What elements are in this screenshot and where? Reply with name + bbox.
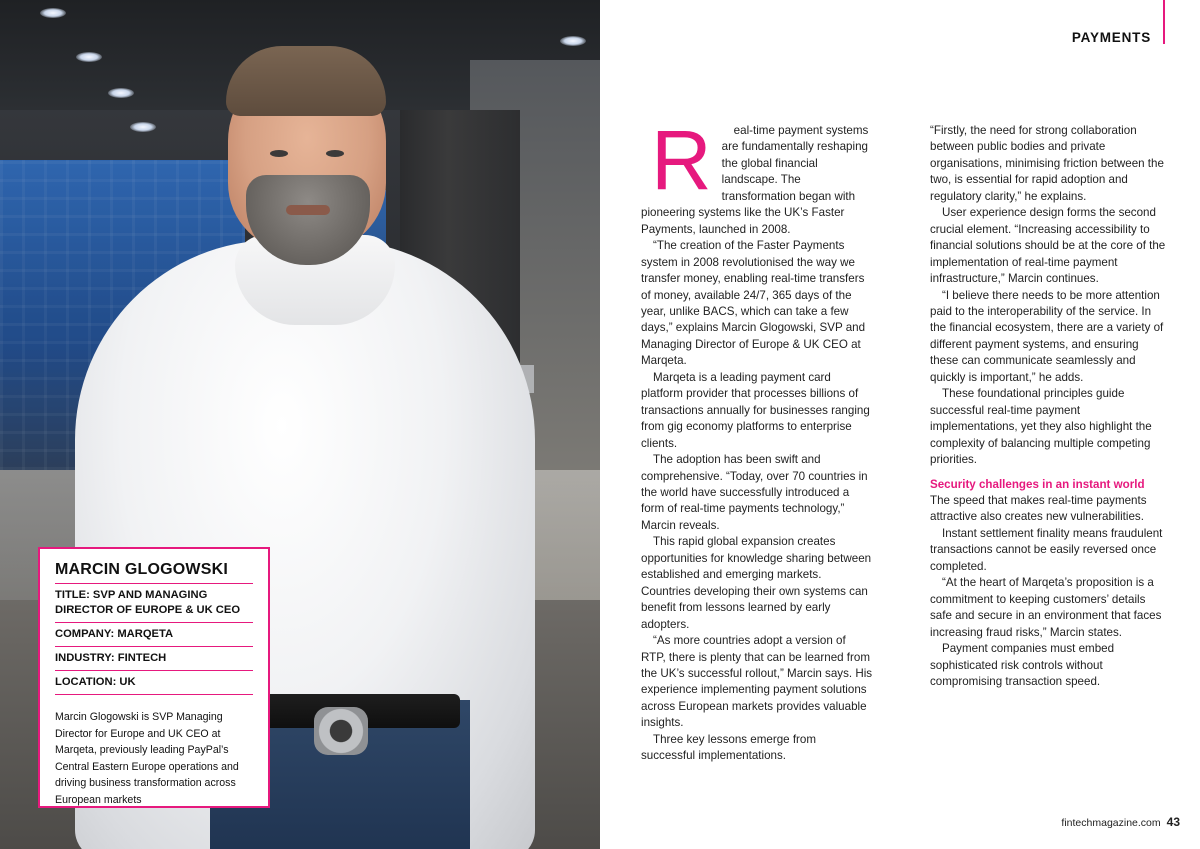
drop-cap: R	[651, 113, 712, 207]
article-paragraph: User experience design forms the second crucial element. “Increasing accessibility to financial solutions should be at the core of the implementation of real-time payment infrastructure,” Marcin continues.	[930, 206, 1166, 286]
article-paragraph: The speed that makes real-time payments attractive also creates new vulnerabilities.	[930, 493, 1147, 524]
article-paragraph: These foundational principles guide successful real-time payment implementations, yet they also highlight the complexity of balancing multiple competing priorities.	[930, 387, 1152, 467]
section-rule	[1163, 0, 1165, 44]
article-paragraph: “Firstly, the need for strong collaboration between public bodies and private organisations, minimising friction between the two, is essential for rapid adoption and regulatory clarity,” he explains.	[930, 124, 1164, 203]
ceiling-light	[560, 36, 586, 46]
article-paragraph: “I believe there needs to be more attention paid to the interoperability of the service. In the financial ecosystem, there are a variety of different payment systems, and ensuring these can communicate seamlessly and quickly is important,” he adds.	[930, 288, 1164, 384]
article-subheading: Security challenges in an instant world	[930, 477, 1145, 491]
article-paragraph: “At the heart of Marqeta’s proposition is a commitment to keeping customers’ details safe and secure in an environment that faces increasing fraud risks,” Marcin states.	[930, 576, 1162, 639]
article-paragraph: Three key lessons emerge from successful implementations.	[641, 732, 817, 763]
hair	[226, 46, 386, 116]
eye	[270, 150, 288, 157]
article-column-2	[930, 123, 1170, 690]
section-label: PAYMENTS	[1071, 30, 1151, 45]
ceiling-light	[40, 8, 66, 18]
profile-bio: Marcin Glogowski is SVP Managing Director for Europe and UK CEO at Marqeta, previously leading PayPal’s Central Eastern Europe operations and driving business transformation across European markets	[55, 711, 239, 806]
profile-location: LOCATION: UK	[55, 671, 253, 695]
eye	[326, 150, 344, 157]
article-paragraph: “The creation of the Faster Payments system in 2008 revolutionised the way we transfer money, enabling real-time transfers of money, available 24/7, 365 days of the year, unlike BACS, which can take a few days,” explains Marcin Glogowski, SVP and Managing Director of Europe & UK CEO at Marqeta.	[641, 239, 866, 368]
ceiling-light	[108, 88, 134, 98]
footer-site: fintechmagazine.com	[1061, 817, 1161, 829]
profile-box	[38, 547, 270, 808]
ceiling-light	[76, 52, 102, 62]
profile-title: TITLE: SVP AND MANAGING DIRECTOR OF EUROPE & UK CEO	[55, 584, 253, 623]
article-paragraph: “As more countries adopt a version of RTP, there is plenty that can be learned from the UK’s successful rollout,” Marcin says. His experience implementing payment solutions across European markets provides valuable insights.	[641, 634, 873, 730]
belt-buckle	[314, 707, 368, 755]
article-paragraph: Instant settlement finality means fraudulent transactions cannot be easily reversed once completed.	[930, 526, 1163, 573]
article-paragraph	[641, 113, 873, 238]
article-column-1	[641, 113, 873, 765]
ceiling-light	[130, 122, 156, 132]
paragraph-text: eal-time payment systems are fundamentally reshaping the global financial landscape. The transformation began with pioneering systems like the UK’s Faster Payments, launched in 2008.	[641, 124, 869, 236]
mouth	[286, 205, 330, 215]
article-paragraph: The adoption has been swift and comprehensive. “Today, over 70 countries in the world have successfully introduced a form of real-time payments technology,” Marcin reveals.	[641, 453, 868, 532]
page-number: 43	[1166, 815, 1180, 829]
article-paragraph: Payment companies must embed sophisticated risk controls without compromising transaction speed.	[930, 642, 1115, 688]
article-paragraph: Marqeta is a leading payment card platform provider that processes billions of transactions annually for businesses ranging from gig economy platforms to enterprise clients.	[641, 370, 870, 450]
profile-company: COMPANY: MARQETA	[55, 623, 253, 647]
profile-industry: INDUSTRY: FINTECH	[55, 647, 253, 671]
article-paragraph: This rapid global expansion creates opportunities for knowledge sharing between established and emerging markets. Countries developing their own systems can benefit from lessons learned by early adopters.	[641, 535, 872, 631]
profile-name: MARCIN GLOGOWSKI	[55, 561, 253, 584]
page-footer	[1061, 815, 1180, 829]
